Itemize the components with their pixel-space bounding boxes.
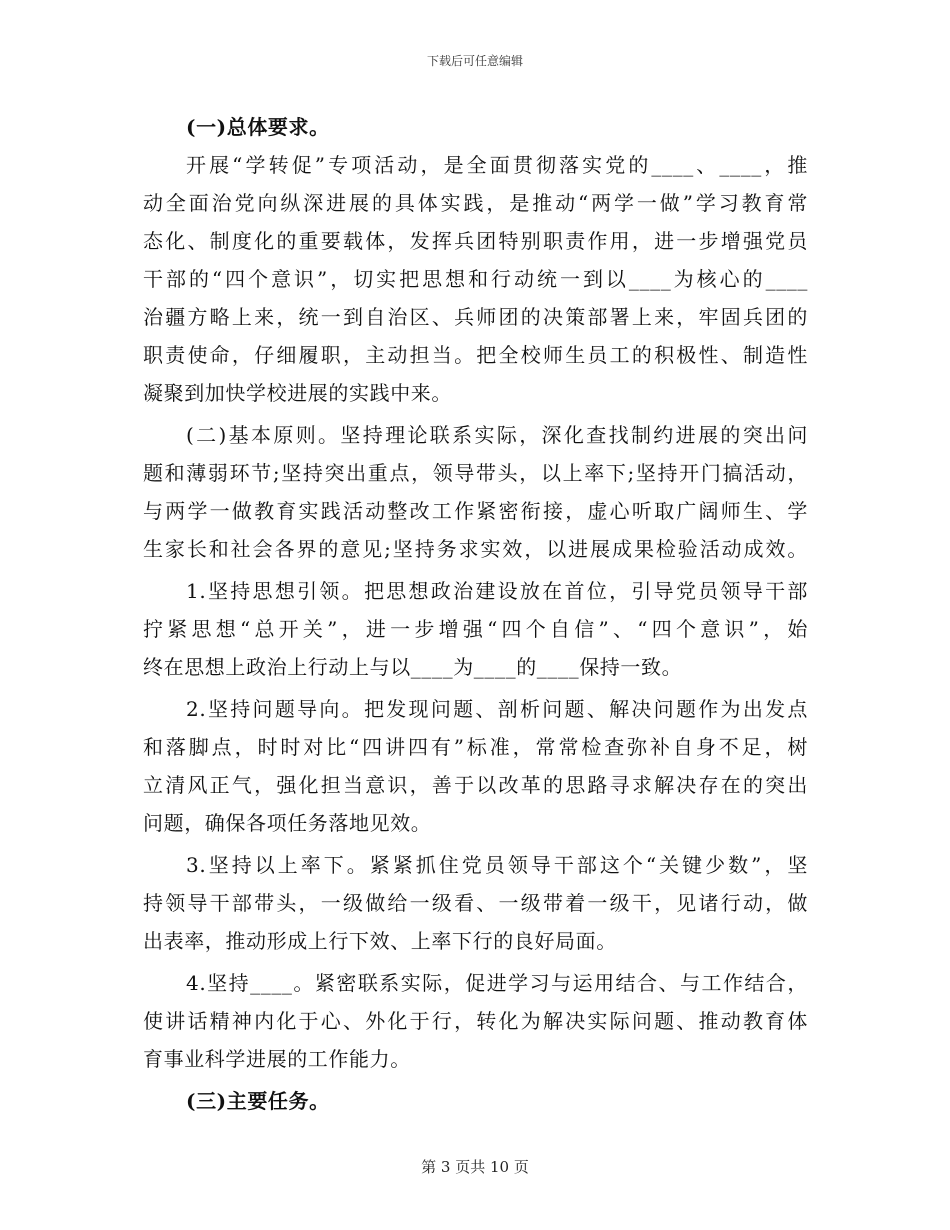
text-line: 1.坚持思想引领。把思想政治建设放在首位，引导党员领导干部 (186, 579, 808, 603)
text-line: 使讲话精神内化于心、外化于行，转化为解决实际问题、推动教育体 (143, 1009, 808, 1033)
text-line: 出表率，推动形成上行下效、上率下行的良好局面。 (143, 929, 617, 953)
text-line: 与两学一做教育实践活动整改工作紧密衔接，虚心听取广阔师生、学 (143, 499, 808, 523)
page-header: 下载后可任意编辑 (426, 54, 523, 68)
section-heading: (三)主要任务。 (186, 1089, 330, 1113)
text-line: (二)基本原则。坚持理论联系实际，深化查找制约进展的突出问 (186, 423, 808, 447)
text-line: 职责使命，仔细履职，主动担当。把全校师生员工的积极性、制造性 (143, 343, 808, 367)
text-line: 4.坚持____。紧密联系实际，促进学习与运用结合、与工作结合， (186, 971, 808, 995)
text-line: 拧紧思想“总开关”，进一步增强“四个自信”、“四个意识”，始 (143, 617, 808, 641)
document-body (143, 108, 808, 1120)
text-line: 凝聚到加快学校进展的实践中来。 (143, 381, 452, 405)
text-line: 治疆方略上来，统一到自治区、兵师团的决策部署上来，牢固兵团的 (143, 305, 808, 329)
text-line: 和落脚点，时时对比“四讲四有”标准，常常检查弥补自身不足，树 (143, 735, 808, 759)
section-heading: (一)总体要求。 (186, 115, 330, 139)
text-line: 2.坚持问题导向。把发现问题、剖析问题、解决问题作为出发点 (186, 697, 808, 721)
text-line: 问题，确保各项任务落地见效。 (143, 811, 432, 835)
text-line: 终在思想上政治上行动上与以____为____的____保持一致。 (143, 655, 683, 679)
text-line: 生家长和社会各界的意见;坚持务求实效，以进展成果检验活动成效。 (143, 537, 808, 561)
text-line: 育事业科学进展的工作能力。 (143, 1047, 411, 1071)
text-line: 态化、制度化的重要载体，发挥兵团特别职责作用，进一步增强党员 (143, 229, 808, 253)
text-line: 动全面治党向纵深进展的具体实践，是推动“两学一做”学习教育常 (143, 191, 808, 215)
text-line: 干部的“四个意识”，切实把思想和行动统一到以____为核心的____ (143, 267, 808, 291)
text-line: 立清风正气，强化担当意识，善于以改革的思路寻求解决存在的突出 (143, 773, 808, 797)
text-line: 题和薄弱环节;坚持突出重点，领导带头，以上率下;坚持开门搞活动， (143, 461, 808, 485)
text-line: 持领导干部带头，一级做给一级看、一级带着一级干，见诸行动，做 (143, 891, 808, 915)
page-footer: 第 3 页共 10 页 (421, 1158, 529, 1176)
text-line: 开展“学转促”专项活动，是全面贯彻落实党的____、____，推 (186, 153, 808, 177)
text-line: 3.坚持以上率下。紧紧抓住党员领导干部这个“关键少数”，坚 (186, 853, 808, 877)
